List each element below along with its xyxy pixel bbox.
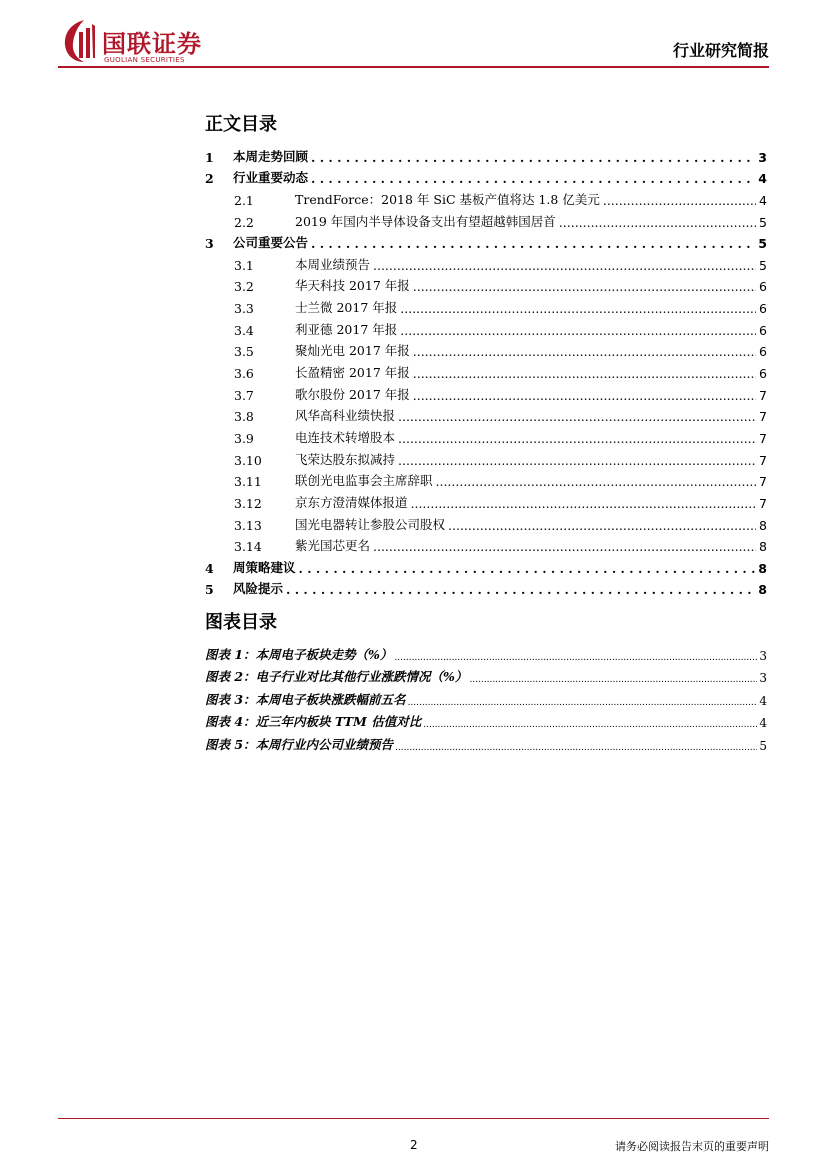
figure-entry-title: 图表 1：本周电子板块走势（%） (205, 646, 393, 662)
toc-entry-title: 电连技术转增股本 (295, 429, 396, 445)
toc-entry-title: 风华高科业绩快报 (295, 408, 396, 424)
table-of-contents (205, 143, 767, 597)
toc-dot-leader (311, 150, 755, 165)
toc-entry-title: 周策略建议 (233, 559, 296, 575)
toc-entry-page: 7 (759, 409, 767, 425)
toc-entry[interactable] (205, 143, 767, 165)
toc-entry-page: 4 (758, 171, 767, 187)
toc-entry-title: 飞荣达股东拟减持 (295, 451, 396, 467)
figure-entry-title: 图表 2：电子行业对比其他行业涨跌情况（%） (205, 669, 468, 684)
toc-dot-leader (398, 431, 756, 446)
figure-entry-page: 3 (759, 671, 767, 685)
toc-entry-page: 7 (759, 452, 767, 468)
toc-entry-page: 8 (759, 517, 767, 533)
toc-entry-page: 8 (758, 582, 767, 598)
toc-entry[interactable] (205, 359, 767, 381)
toc-entry-page: 8 (758, 560, 767, 576)
toc-entry[interactable] (205, 446, 767, 468)
toc-entry-number: 4 (205, 560, 214, 576)
toc-entry[interactable] (205, 251, 767, 273)
toc-entry-number: 3.6 (234, 366, 254, 382)
figure-list-heading: 图表目录 (205, 612, 277, 633)
toc-entry-title: 2019 年国内半导体设备支出有望超越韩国居首 (295, 213, 556, 229)
toc-entry-number: 3.14 (234, 539, 262, 555)
toc-entry-title: 士兰微 2017 年报 (295, 300, 398, 316)
figure-entry-title: 图表 5：本周行业内公司业绩预告 (205, 736, 394, 752)
toc-entry-title: 京东方澄清媒体报道 (295, 494, 408, 510)
toc-entry-number: 3.10 (234, 452, 262, 468)
toc-entry[interactable] (205, 554, 767, 576)
toc-entry-number: 5 (205, 582, 214, 598)
toc-entry-number: 3.5 (234, 344, 254, 360)
figure-dot-leader (395, 743, 757, 753)
toc-entry-number: 3.13 (234, 517, 262, 533)
figure-entry-page: 5 (759, 738, 767, 753)
toc-dot-leader (299, 561, 756, 576)
toc-entry-title: 联创光电监事会主席辞职 (295, 473, 433, 489)
figure-entry-page: 3 (759, 648, 767, 663)
toc-entry-number: 3 (205, 236, 214, 252)
toc-entry[interactable] (205, 186, 767, 208)
logo-english-name: GUOLIAN SECURITIES (104, 56, 185, 64)
report-type-label: 行业研究简报 (672, 41, 769, 60)
toc-entry-page: 7 (759, 430, 767, 446)
toc-entry-title: 国光电器转让参股公司股权 (295, 516, 446, 532)
toc-entry-page: 7 (759, 474, 767, 490)
toc-entry-number: 2.2 (234, 214, 254, 230)
toc-entry-number: 2 (205, 171, 214, 187)
toc-dot-leader (411, 496, 757, 511)
toc-entry-page: 8 (759, 539, 767, 555)
toc-entry-page: 5 (759, 214, 767, 230)
toc-entry-page: 6 (759, 322, 767, 338)
figure-list (205, 640, 767, 753)
logo-chinese-name: 国联证券 (102, 30, 202, 58)
toc-entry[interactable] (205, 294, 767, 316)
figure-entry-title: 图表 4：近三年内板块 TTM 估值对比 (205, 714, 422, 729)
toc-dot-leader (603, 193, 756, 208)
toc-entry[interactable] (205, 338, 767, 360)
toc-entry-title: 聚灿光电 2017 年报 (295, 343, 410, 359)
figure-dot-leader (394, 653, 757, 663)
toc-entry[interactable] (205, 165, 767, 187)
toc-entry-title: 本周走势回顾 (233, 148, 309, 164)
toc-entry-page: 6 (759, 279, 767, 295)
toc-entry-page: 7 (759, 495, 767, 511)
figure-list-entry[interactable] (205, 685, 767, 708)
toc-entry-number: 3.2 (234, 279, 254, 295)
toc-heading: 正文目录 (205, 114, 277, 135)
toc-entry-number: 2.1 (234, 192, 254, 208)
guolian-logo (58, 18, 218, 66)
figure-entry-page: 4 (759, 716, 767, 730)
footer-divider (58, 1118, 769, 1119)
toc-dot-leader (311, 171, 755, 186)
toc-entry-number: 3.11 (234, 474, 262, 490)
toc-entry-title: 利亚德 2017 年报 (295, 321, 398, 337)
toc-entry-number: 3.9 (234, 430, 254, 446)
toc-entry-page: 6 (759, 344, 767, 360)
page-header (58, 10, 769, 66)
toc-dot-leader (413, 279, 756, 294)
toc-dot-leader (311, 236, 755, 251)
toc-entry-number: 3.1 (234, 257, 254, 273)
toc-entry[interactable] (205, 381, 767, 403)
toc-entry[interactable] (205, 489, 767, 511)
toc-dot-leader (413, 388, 756, 403)
toc-dot-leader (286, 582, 755, 597)
toc-entry[interactable] (205, 230, 767, 252)
toc-entry-title: 行业重要动态 (233, 170, 309, 186)
toc-dot-leader (373, 258, 756, 273)
figure-dot-leader (469, 675, 757, 685)
toc-entry-page: 4 (759, 192, 767, 208)
toc-entry[interactable] (205, 511, 767, 533)
figure-list-entry[interactable] (205, 663, 767, 686)
figure-dot-leader (423, 720, 757, 730)
toc-entry-page: 5 (758, 236, 767, 252)
toc-dot-leader (559, 215, 756, 230)
toc-dot-leader (436, 474, 757, 489)
toc-dot-leader (398, 409, 756, 424)
toc-entry[interactable] (205, 533, 767, 555)
toc-entry-title: 长盈精密 2017 年报 (295, 365, 410, 381)
toc-entry-title: 风险提示 (233, 581, 284, 597)
toc-entry[interactable] (205, 316, 767, 338)
toc-entry-number: 3.8 (234, 409, 254, 425)
toc-entry[interactable] (205, 424, 767, 446)
toc-entry-title: TrendForce：2018 年 SiC 基板产值将达 1.8 亿美元 (295, 191, 600, 207)
toc-dot-leader (373, 539, 756, 554)
figure-list-entry[interactable] (205, 640, 767, 663)
toc-entry[interactable] (205, 468, 767, 490)
toc-entry[interactable] (205, 576, 767, 598)
guolian-logo-icon (62, 18, 96, 64)
toc-entry-number: 3.3 (234, 301, 254, 317)
toc-entry-page: 5 (759, 257, 767, 273)
header-divider (58, 66, 769, 68)
toc-entry-page: 3 (758, 149, 767, 165)
toc-entry-page: 6 (759, 366, 767, 382)
toc-entry[interactable] (205, 273, 767, 295)
toc-entry-page: 7 (759, 387, 767, 403)
toc-dot-leader (398, 453, 756, 468)
toc-entry-number: 3.7 (234, 387, 254, 403)
toc-entry-title: 本周业绩预告 (295, 256, 371, 272)
toc-entry-number: 3.12 (234, 495, 262, 511)
toc-entry-title: 华天科技 2017 年报 (295, 278, 410, 294)
footer-disclaimer: 请务必阅读报告末页的重要声明 (615, 1140, 769, 1153)
figure-dot-leader (408, 698, 758, 708)
toc-dot-leader (413, 344, 756, 359)
toc-entry-page: 6 (759, 301, 767, 317)
toc-dot-leader (400, 323, 756, 338)
toc-entry-title: 歌尔股份 2017 年报 (295, 386, 410, 402)
toc-entry-title: 紫光国芯更名 (295, 538, 371, 554)
toc-entry[interactable] (205, 208, 767, 230)
figure-list-entry[interactable] (205, 730, 767, 753)
toc-dot-leader (448, 518, 756, 533)
toc-entry-number: 3.4 (234, 322, 254, 338)
toc-entry-title: 公司重要公告 (233, 235, 309, 251)
toc-dot-leader (413, 366, 756, 381)
toc-dot-leader (400, 301, 756, 316)
figure-entry-page: 4 (759, 693, 767, 708)
figure-list-entry[interactable] (205, 708, 767, 731)
page-number: 2 (410, 1138, 418, 1152)
toc-entry-number: 1 (205, 149, 214, 165)
figure-entry-title: 图表 3：本周电子板块涨跌幅前五名 (205, 691, 406, 707)
toc-entry[interactable] (205, 403, 767, 425)
